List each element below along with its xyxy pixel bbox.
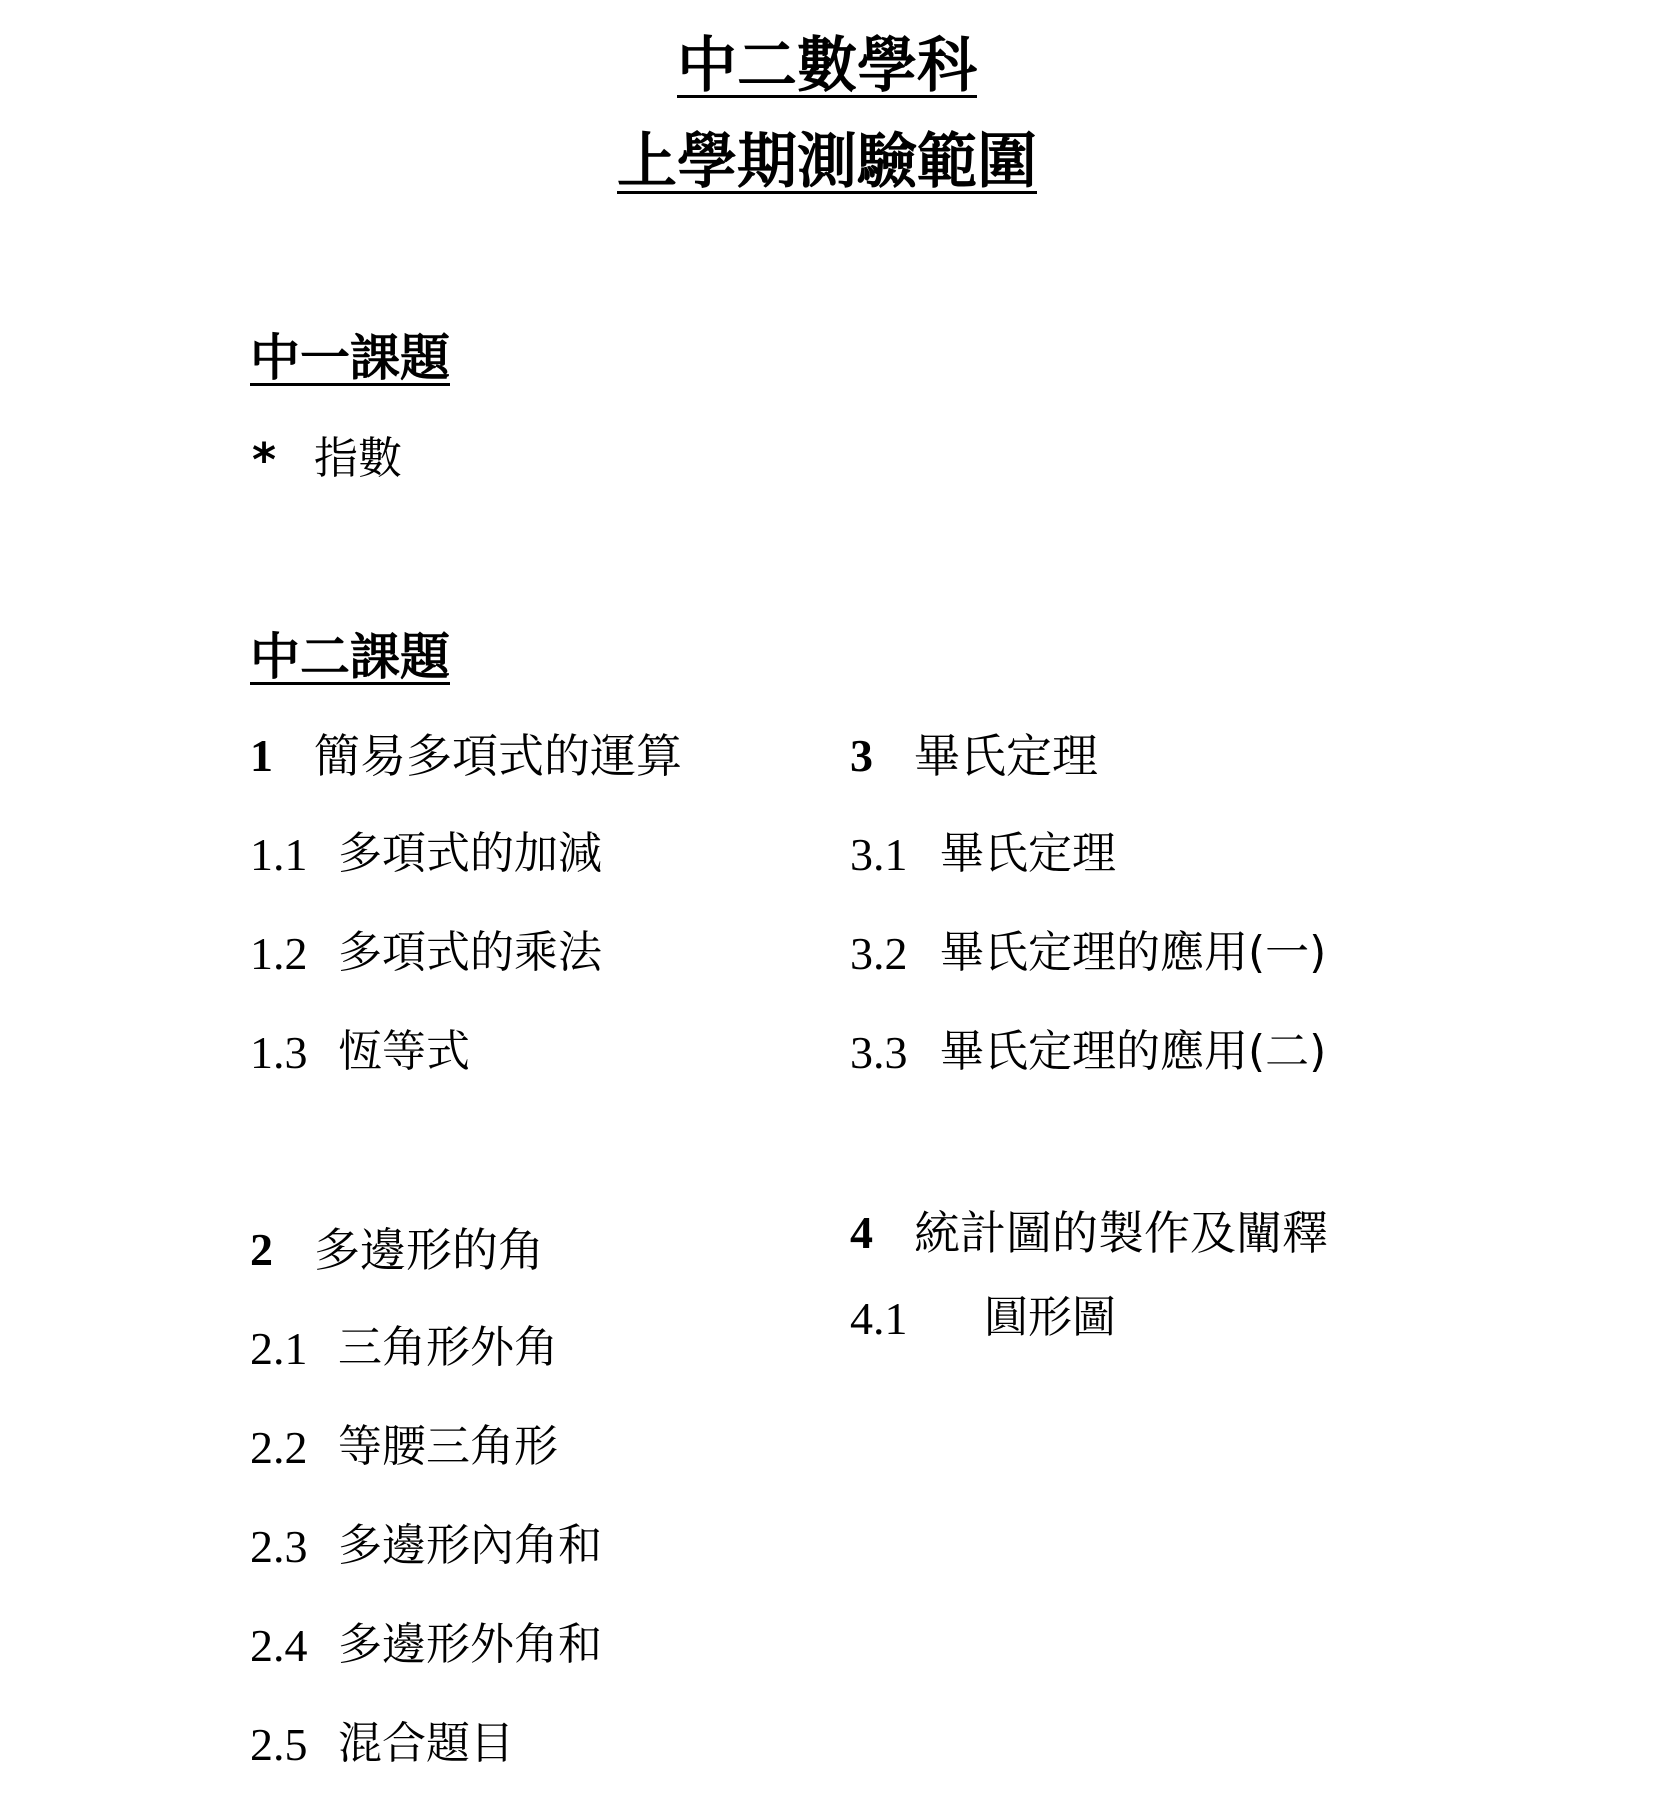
section-number: 3.3 bbox=[850, 1027, 908, 1078]
chapter-number: 3 bbox=[850, 730, 873, 781]
section-label: 畢氏定理的應用(一) bbox=[940, 927, 1327, 978]
section-number: 1.2 bbox=[250, 928, 308, 979]
section-number: 2.5 bbox=[250, 1719, 308, 1770]
section-label: 畢氏定理 bbox=[940, 828, 1116, 879]
section-number: 2.3 bbox=[250, 1521, 308, 1572]
section-label: 圓形圖 bbox=[984, 1292, 1116, 1343]
page-subtitle bbox=[0, 127, 1654, 197]
section-number: 2.1 bbox=[250, 1323, 308, 1374]
chapter-title: 畢氏定理 bbox=[914, 729, 1098, 783]
form2-heading: 中二課題 bbox=[250, 628, 450, 686]
section-number: 1.1 bbox=[250, 829, 308, 880]
section-label: 多邊形外角和 bbox=[338, 1619, 602, 1670]
section-label: 多項式的加減 bbox=[338, 828, 602, 879]
chapter-number: 2 bbox=[250, 1224, 273, 1275]
chapter-title: 多邊形的角 bbox=[314, 1223, 544, 1277]
form1-heading: 中一課題 bbox=[250, 329, 450, 387]
section-label: 多邊形內角和 bbox=[338, 1520, 602, 1571]
chapter-title: 簡易多項式的運算 bbox=[314, 729, 682, 783]
bullet-asterisk: * bbox=[252, 433, 277, 487]
section-label: 混合題目 bbox=[338, 1718, 514, 1769]
chapter-number: 4 bbox=[850, 1207, 873, 1258]
section-number: 4.1 bbox=[850, 1293, 908, 1344]
topic-label: 指數 bbox=[314, 433, 402, 484]
section-number: 1.3 bbox=[250, 1027, 308, 1078]
page-title-line-2: 上學期測驗範圍 bbox=[617, 127, 1037, 197]
section-label: 等腰三角形 bbox=[338, 1421, 558, 1472]
section-number: 3.2 bbox=[850, 928, 908, 979]
section-number: 3.1 bbox=[850, 829, 908, 880]
page-title bbox=[0, 31, 1654, 101]
chapter-number: 1 bbox=[250, 730, 273, 781]
section-label: 畢氏定理的應用(二) bbox=[940, 1026, 1327, 1077]
section-number: 2.4 bbox=[250, 1620, 308, 1671]
section-label: 多項式的乘法 bbox=[338, 927, 602, 978]
page-title-line-1: 中二數學科 bbox=[677, 31, 977, 101]
section-number: 2.2 bbox=[250, 1422, 308, 1473]
section-label: 三角形外角 bbox=[338, 1322, 558, 1373]
section-label: 恆等式 bbox=[338, 1026, 470, 1077]
chapter-title: 統計圖的製作及闡釋 bbox=[914, 1206, 1328, 1260]
